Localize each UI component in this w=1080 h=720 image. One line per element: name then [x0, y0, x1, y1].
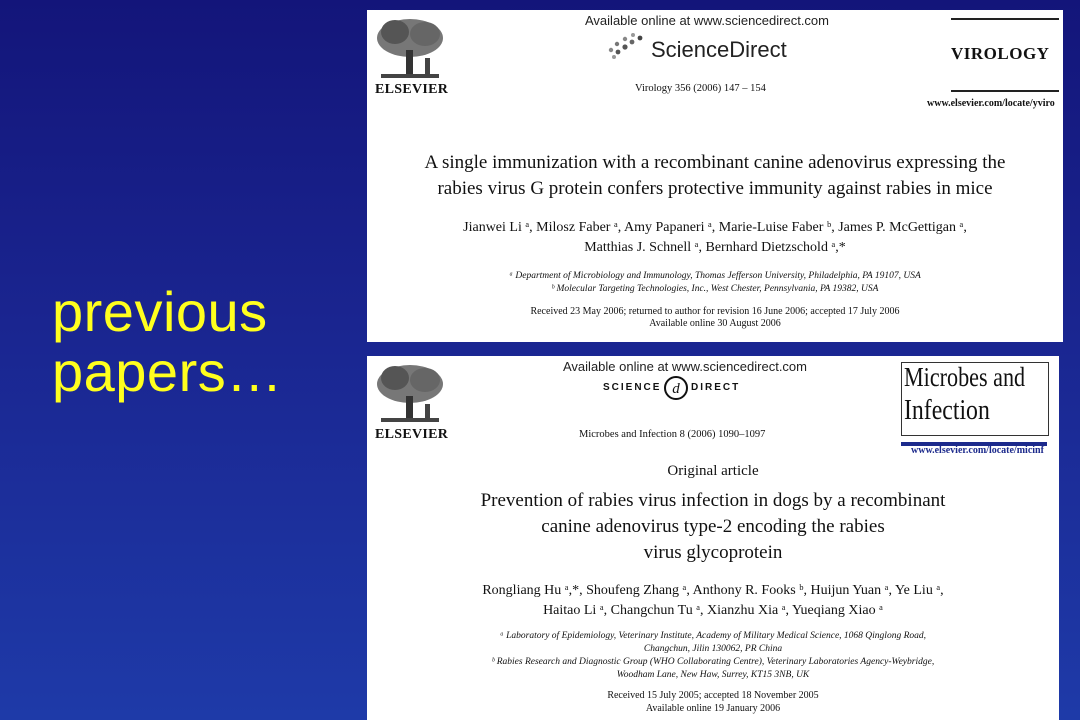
paper-title-line1: A single immunization with a recombinant canine adenovirus expressing the	[424, 152, 1006, 173]
paper-virology-screenshot	[367, 10, 1063, 342]
available-online-notice: Available online at www.sciencedirect.com	[563, 359, 807, 374]
authors-line1: Rongliang Hu ᵃ,*, Shoufeng Zhang ᵃ, Anthony R. Fooks ᵇ, Huijun Yuan ᵃ, Ye Liu ᵃ,	[482, 583, 944, 598]
journal-name-line1: Microbes and	[904, 362, 1026, 392]
slide-title-line2: papers…	[52, 340, 283, 403]
paper-title-line2: rabies virus G protein confers protective immunity against rabies in mice	[437, 178, 993, 199]
available-online-notice: Available online at www.sciencedirect.com	[585, 13, 829, 28]
paper-microbes-infection-screenshot	[367, 356, 1059, 720]
journal-url: www.elsevier.com/locate/yviro	[927, 98, 1055, 109]
journal-name: VIROLOGY	[951, 44, 1050, 63]
affiliation-a-line2: Changchun, Jilin 130062, PR China	[643, 644, 783, 654]
slide-title	[52, 282, 283, 402]
publisher-name: ELSEVIER	[375, 427, 449, 442]
paper-title-line2: canine adenovirus type-2 encoding the rabies	[541, 516, 885, 537]
available-online-date: Available online 30 August 2006	[649, 318, 781, 329]
sciencedirect-at-icon	[663, 374, 689, 402]
journal-rule-top	[951, 18, 1059, 20]
paper-title-line1: Prevention of rabies virus infection in dogs by a recombinant	[480, 490, 946, 511]
authors-line2: Matthias J. Schnell ᵃ, Bernhard Dietzschold ᵃ,*	[584, 240, 846, 255]
authors-line2: Haitao Li ᵃ, Changchun Tu ᵃ, Xianzhu Xia ᵃ, Yueqiang Xiao ᵃ	[543, 603, 883, 618]
affiliation-b-line1: ᵇ Rabies Research and Diagnostic Group (WHO Collaborating Centre), Veterinary Laboratories Agency-Weybridge,	[491, 657, 935, 667]
citation: Microbes and Infection 8 (2006) 1090–1097	[579, 429, 766, 440]
received-dates: Received 15 July 2005; accepted 18 November 2005	[607, 690, 819, 701]
journal-rule-bottom	[951, 90, 1059, 92]
slide-title-line1: previous	[52, 280, 268, 343]
paper-title-line3: virus glycoprotein	[643, 542, 783, 563]
article-type: Original article	[667, 463, 759, 479]
elsevier-tree-logo	[373, 362, 447, 426]
received-dates: Received 23 May 2006; returned to author for revision 16 June 2006; accepted 17 July 2006	[530, 306, 900, 317]
affiliation-a-line1: ᵃ Laboratory of Epidemiology, Veterinary Institute, Academy of Military Medical Science, 1068 Qinglong Road,	[499, 631, 927, 641]
sciencedirect-logo-left: SCIENCE	[603, 382, 662, 393]
sciencedirect-logo-text: ScienceDirect	[651, 37, 787, 62]
elsevier-tree-logo	[373, 16, 447, 82]
affiliation-b-line2: Woodham Lane, New Haw, Surrey, KT15 3NB, UK	[616, 670, 810, 680]
journal-url: www.elsevier.com/locate/micinf	[911, 445, 1044, 456]
affiliation-b: ᵇ Molecular Targeting Technologies, Inc., West Chester, Pennsylvania, PA 19382, USA	[551, 284, 879, 294]
affiliation-a: ᵃ Department of Microbiology and Immunology, Thomas Jefferson University, Philadelphia, PA 19107, USA	[509, 271, 921, 281]
available-online-date: Available online 19 January 2006	[645, 703, 781, 714]
journal-name-line2: Infection	[904, 394, 990, 426]
sciencedirect-logo-right: DIRECT	[691, 382, 741, 393]
authors-line1: Jianwei Li ᵃ, Milosz Faber ᵃ, Amy Papaneri ᵃ, Marie-Luise Faber ᵇ, James P. McGettigan ᵃ,	[463, 220, 967, 235]
citation: Virology 356 (2006) 147 – 154	[635, 83, 766, 94]
sciencedirect-dots-icon	[605, 30, 649, 60]
publisher-name: ELSEVIER	[375, 82, 449, 97]
svg-text:d: d	[672, 381, 680, 397]
